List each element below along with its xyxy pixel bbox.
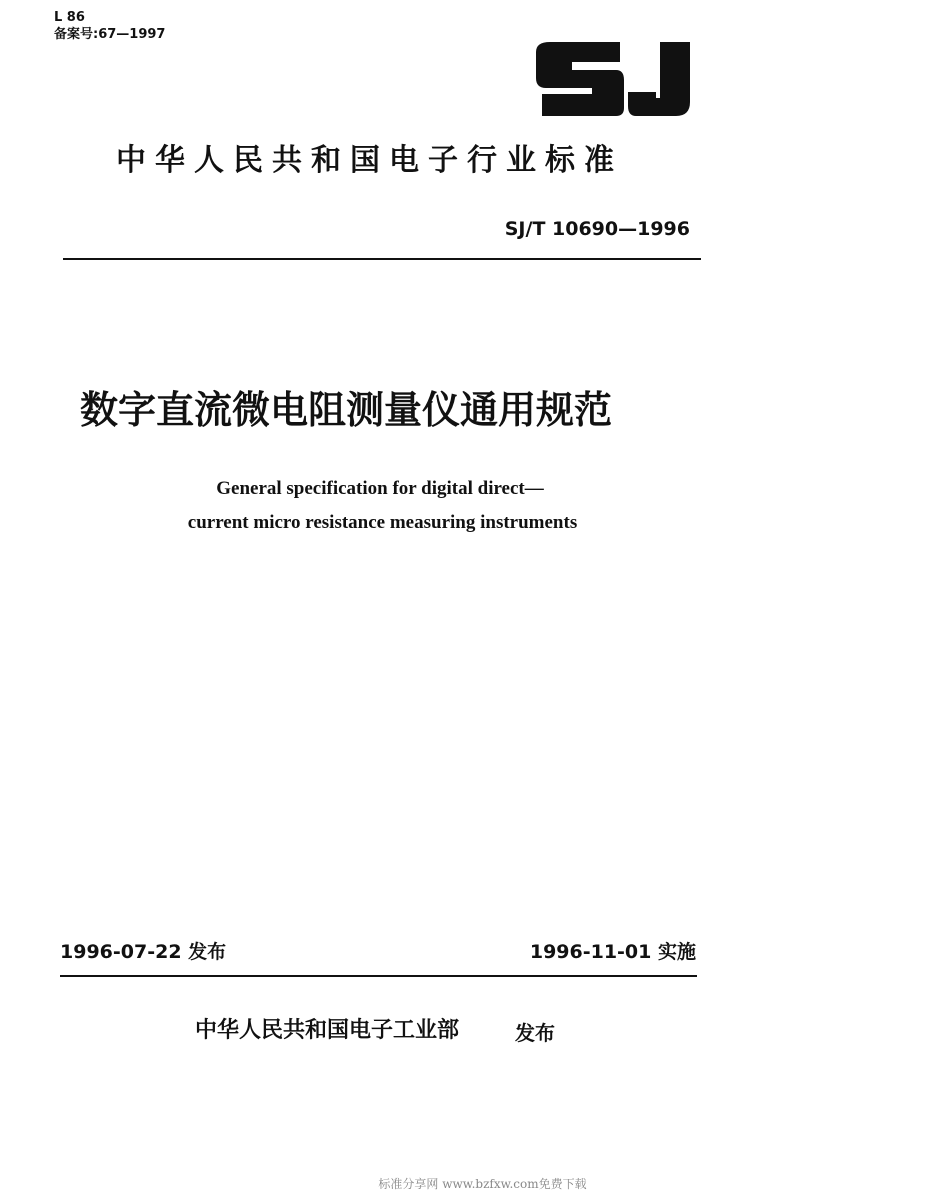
chinese-title: 数字直流微电阻测量仪通用规范 [80, 388, 613, 432]
standard-number: SJ/T 10690—1996 [504, 218, 690, 240]
implementation-date: 1996-11-01 实施 [529, 941, 696, 963]
sj-logo [532, 36, 697, 122]
english-title-line-2: current micro resistance measuring instruments [187, 512, 578, 533]
classification-code: L 86 [54, 10, 85, 25]
header-divider [63, 258, 701, 260]
issue-date: 1996-07-22 发布 [60, 941, 227, 963]
footer-divider [60, 975, 697, 977]
issuing-authority-suffix: 发布 [515, 1021, 555, 1045]
english-title-line-1: General specification for digital direct— [216, 478, 544, 499]
issuing-authority: 中华人民共和国电子工业部 [195, 1018, 460, 1043]
footer-watermark: 标准分享网 www.bzfxw.com免费下载 [378, 1177, 587, 1191]
filing-number: 备案号:67—1997 [54, 27, 166, 42]
industry-standard-title: 中华人民共和国电子行业标准 [116, 143, 623, 178]
